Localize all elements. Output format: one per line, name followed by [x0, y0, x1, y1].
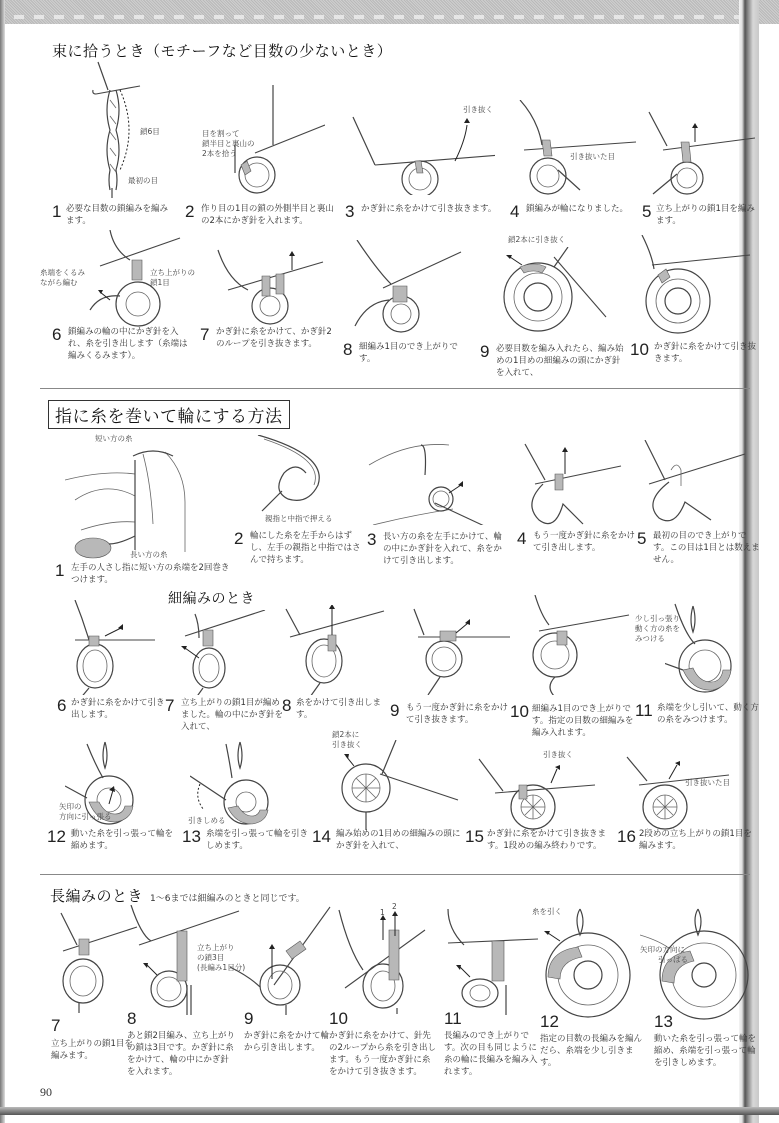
- section-title-double-crochet: 長編みのとき: [50, 887, 144, 905]
- section-title-finger-wrap-ring: 指に糸を巻いて輪にする方法: [48, 400, 290, 429]
- crochet-pull-through-diagram-icon: [345, 105, 495, 195]
- s2-step-5: 5 最初の目のでき上がりです。この目は1目とは数えません。: [635, 440, 760, 580]
- s2-step-3: 3 長い方の糸を左手にかけて、輪の中にかぎ針を入れて、糸をかけて引き出します。: [365, 435, 505, 575]
- s4-step-10: 1 2 10 かぎ針に糸をかけて、針先の2ループから糸を引き出します。もう一度かぎ針に糸をかけて引き抜きます。: [329, 902, 436, 1077]
- s1-step-2: 目を割って 鎖半目と裏山の 2本を拾う 2 作り目の1目の鎖の外側半目と裏山の2本にかぎ針を入れます。: [185, 85, 335, 220]
- s3-step-11: 少し引っ張り、 動く方の糸を みつける 11 糸端を少し引いて、動く方の糸をみつけます。: [635, 600, 760, 735]
- page-bottom-shadow: [0, 1107, 779, 1115]
- crochet-dc-two-loops-diagram-icon: [335, 900, 435, 1015]
- crochet-yarn-over-diagram-icon: [280, 605, 390, 695]
- page-header-band: [0, 0, 779, 24]
- crochet-join-round-diagram-icon: [628, 235, 758, 335]
- section-title-single-crochet: 細編みのとき: [168, 591, 255, 607]
- s3-step-9: 9 もう一度かぎ針に糸をかけて引き抜きます。: [390, 605, 510, 735]
- crochet-first-stitch-diagram-icon: [635, 440, 750, 525]
- crochet-insert-hook-diagram-icon: [80, 230, 190, 330]
- s2-step-1: 短い方の糸 長い方の糸 1 左手の人さし指に短い方の糸端を2回巻きつけます。: [55, 430, 235, 590]
- s3-step-13: 引きしめる 13 糸端を引っ張って輪を引きしめます。: [180, 740, 320, 865]
- s2-step-4: 4 もう一度かぎ針に糸をかけて引き出します。: [515, 440, 635, 580]
- crochet-two-loops-diagram-icon: [208, 240, 328, 325]
- crochet-ring-complete-diagram-icon: [488, 247, 618, 342]
- crochet-ring-formed-diagram-icon: [508, 100, 638, 200]
- crochet-single-done-diagram-icon: [525, 595, 635, 695]
- s1-step-6: 糸端をくるみ ながら編む 立ち上がりの 鎖1目 6 鎖編みの輪の中にかぎ針を入れ、糸を引き出します（糸端は編みくるみます）。: [40, 230, 190, 370]
- s1-step-10: 10 かぎ針に糸をかけて引き抜きます。: [628, 235, 758, 375]
- s3-step-15: 引き抜く 15 かぎ針に糸をかけて引き抜きます。1段めの編み終わりです。: [465, 750, 615, 865]
- s1-step-9: 鎖2本に引き抜く 9 必要目数を編み入れたら、編み始めの1目めの細編みの頭にかぎ針を入れて、: [480, 235, 624, 378]
- crochet-single-stitch-diagram-icon: [353, 240, 463, 335]
- crochet-dc-pull-loop-diagram-icon: [230, 905, 335, 1015]
- s1-step-7: 7 かぎ針に糸をかけて、かぎ針2のループを引き抜きます。: [198, 240, 338, 370]
- s2-step-2: 親指と中指で押える 2 輪にした糸を左手からはずし、左手の親指と中指ではさんで持ちます。: [232, 430, 362, 575]
- s4-step-9: 9 かぎ針に糸をかけて輪から引き出します。: [240, 905, 335, 1075]
- section-divider: [40, 874, 750, 875]
- s3-step-16: 引き抜いた目 16 2段めの立ち上がりの鎖1目を編みます。: [615, 750, 760, 865]
- crochet-dc-ring-done-diagram-icon: [530, 905, 645, 1020]
- page-binding-shadow-left: [0, 0, 5, 1123]
- s4-step-8: 立ち上がり の鎖3目 (長編み1目分) 8 あと鎖2目編み、立ち上がりの鎖は3目です。かぎ針に糸をかけて、輪の中にかぎ針を入れます。: [125, 905, 240, 1075]
- s1-step-3: 引き抜く 3 かぎ針に糸をかけて引き抜きます。: [345, 105, 495, 220]
- crochet-pull-through-two-diagram-icon: [410, 605, 510, 695]
- s3-step-8: 8 糸をかけて引き出します。: [280, 605, 395, 735]
- section-title-bundle-pickup: 束に拾うとき（モチーフなど目数の少ないとき）: [52, 42, 393, 60]
- s4-step-11: 11 長編みのでき上がりです。次の目も同じように糸の輪に長編みを編み入れます。: [440, 905, 540, 1075]
- s3-step-6: 6 かぎ針に糸をかけて引き出します。: [55, 600, 165, 730]
- crochet-ring-pull-diagram-icon: [65, 600, 165, 695]
- hand-insert-hook-diagram-icon: [365, 435, 505, 525]
- crochet-pull-again-diagram-icon: [515, 440, 625, 525]
- s1-step-4: 引き抜いた目 4 鎖編みが輪になりました。: [508, 100, 638, 220]
- section-note: 1〜6までは細編みのときと同じです。: [150, 894, 305, 904]
- yarn-ring-held-diagram-icon: [252, 435, 342, 515]
- s1-step-8: 8 細編み1目のでき上がりです。: [343, 240, 463, 370]
- page-number: 90: [40, 1085, 52, 1099]
- crochet-dc-complete-diagram-icon: [440, 905, 540, 1015]
- crochet-second-round-diagram-icon: [625, 755, 735, 830]
- s4-step-13: 矢印の方向に 引っぱる 13 動いた糸を引っ張って輪を縮め、糸端を引っ張って輪を引きしめます。: [640, 895, 760, 1075]
- s3-step-7: 7 立ち上がりの鎖1目が編めました。輪の中にかぎ針を入れて、: [165, 610, 285, 740]
- crochet-chain-up-diagram-icon: [645, 110, 755, 200]
- crochet-chain-one-diagram-icon: [175, 610, 275, 695]
- s3-step-14: 鎖2本に 引き抜く 14 編み始めの1目めの細編みの頭にかぎ針を入れて、: [312, 730, 461, 851]
- crochet-finish-round-diagram-icon: [475, 755, 615, 830]
- s4-step-12: 糸を引く 12 指定の目数の長編みを編んだら、糸端を少し引きます。: [530, 895, 645, 1075]
- s4-step-7: 7 立ち上がりの鎖1目を編みます。: [45, 905, 140, 1075]
- s1-step-1: 鎖6目 最初の目 1 必要な目数の鎖編みを編みます。: [50, 60, 170, 220]
- hand-wrap-yarn-diagram-icon: [65, 440, 235, 560]
- crochet-join-single-diagram-icon: [330, 740, 460, 835]
- s1-step-5: 5 立ち上がりの鎖1目を編みます。: [640, 110, 760, 230]
- section-divider: [40, 388, 750, 389]
- s3-step-10: 10 細編み1目のでき上がりです。指定の目数の細編みを編み入れます。: [510, 595, 635, 740]
- s3-step-12: 矢印の 方向に引っ張る 12 動いた糸を引っ張って輪を縮めます。: [45, 740, 185, 865]
